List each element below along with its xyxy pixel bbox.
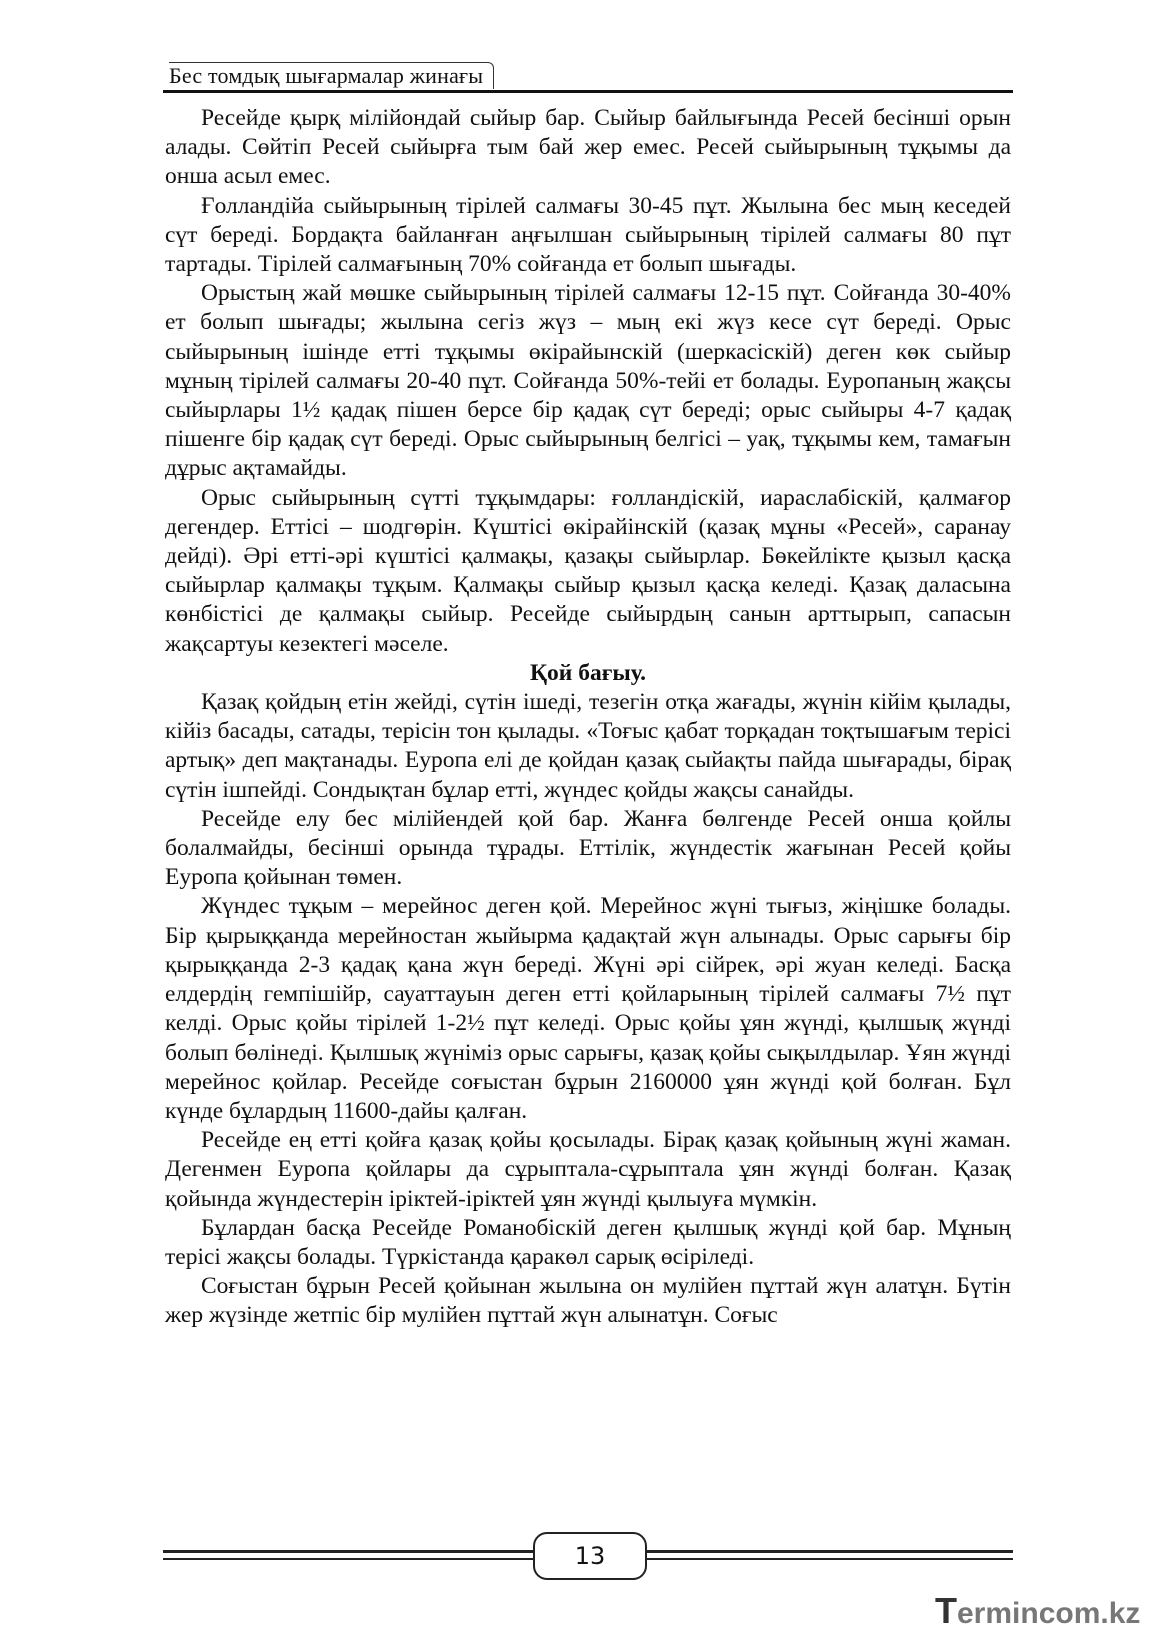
header-rule xyxy=(163,90,1013,93)
paragraph: Ресейде қырқ мілійондай сыйыр бар. Сыйыр байлығында Ресей бесінші орын алады. Сөйтіп Ресей сыйырға тым бай жер емес. Ресей сыйырының тұқымы да онша асыл емес. xyxy=(165,105,1011,190)
page-number: 13 xyxy=(533,1532,647,1580)
paragraph: Орыстың жай мөшке сыйырының тірілей салмағы 12-15 пұт. Сойғанда 30-40% ет болып шығады; жылына сегіз жүз – мың екі жүз кесе сүт береді. Орыс сыйырының ішінде етті тұқымы өкірайынскій (шеркасіскій) деген көк сыйыр мұның тірілей салмағы 20-40 пұт. Сойғанда 50%-тейі ет болады. Еуропаның жақсы сыйырлары 1½ қадақ пішен берсе бір қадақ сүт береді; орыс сыйыры 4-7 қадақ пішенге бір қадақ сүт береді. Орыс сыйырының белгісі – уақ, тұқымы кем, тамағын дұрыс ақтамайды. xyxy=(165,280,1011,482)
footer-rule xyxy=(643,1550,1013,1553)
watermark-logo xyxy=(935,1590,1145,1630)
paragraph: Ғолландійа сыйырының тірілей салмағы 30-45 пұт. Жылына бес мың кеседей сүт береді. Бордақта байланған аңғылшан сыйырының тірілей салмағы 80 пұт тартады. Тірілей салмағының 70% сойғанда ет болып шығады. xyxy=(165,192,1011,278)
paragraph: Ресейде елу бес мілійендей қой бар. Жанға бөлгенде Ресей онша қойлы болалмайды, бесінші орында тұрады. Еттілік, жүндестік жағынан Ресей қойы Еуропа қойынан төмен. xyxy=(165,805,1011,891)
footer-rule xyxy=(643,1558,1013,1560)
footer-rule xyxy=(163,1550,533,1553)
watermark-text: ermincom.kz xyxy=(957,1597,1141,1630)
watermark-initial: T xyxy=(935,1590,957,1631)
page-footer xyxy=(163,1530,1013,1576)
paragraph: Ресейде ең етті қойға қазақ қойы қосылады. Бірақ қазақ қойының жүні жаман. Дегенмен Еуропа қойлары да сұрыптала-сұрыптала ұян жүнді болған. Қазақ қойында жүндестерін іріктей-іріктей ұян жүнді қылыуға мүмкін. xyxy=(165,1127,1011,1212)
book-title: Бес томдық шығармалар жинағы xyxy=(169,62,494,89)
paragraph: Соғыстан бұрын Ресей қойынан жылына он мулійен пұттай жүн алатұн. Бүтін жер жүзінде жетпіс бір мулійен пұттай жүн алынатұн. Соғыс xyxy=(165,1273,1011,1329)
running-header xyxy=(163,50,1013,92)
footer-rule xyxy=(163,1558,533,1560)
paragraph: Қазақ қойдың етін жейді, сүтін ішеді, тезегін отқа жағады, жүнін кійім қылады, кійіз басады, сатады, терісін тон қылады. «Тоғыс қабат торқадан тоқтышағым терісі артық» деп мақтанады. Еуропа елі де қойдан қазақ сыйақты пайда шығарады, бірақ сүтін ішпейді. Сондықтан бұлар етті, жүндес қойды жақсы санайды. xyxy=(165,689,1011,803)
paragraph: Орыс сыйырының сүтті тұқымдары: ғолландіскій, иараслабіскій, қалмағор дегендер. Еттісі – шодгөрін. Күштісі өкірайінскій (қазақ мұны «Ресей», саранау дейді). Әрі етті-әрі күштісі қалмақы, қазақы сыйырлар. Бөкейлікте қызыл қасқа сыйырлар қалмақы тұқым. Қалмақы сыйыр қызыл қасқа келеді. Қазақ даласына көнбістісі де қалмақы сыйыр. Ресейде сыйырдың санын арттырып, сапасын жақсартуы кезектегі мәселе. xyxy=(165,484,1011,657)
paragraph: Жүндес тұқым – мерейнос деген қой. Мерейнос жүні тығыз, жіңішке болады. Бір қырыққанда мерейностан жыйырма қадақтай жүн алынады. Орыс сарығы бір қырыққанда 2-3 қадақ қана жүн береді. Жүні әрі сійрек, әрі жуан келеді. Басқа елдердің гемпішійр, сауаттауын деген етті қойларының тірілей салмағы 7½ пұт келді. Орыс қойы тірілей 1-2½ пұт келеді. Орыс қойы ұян жүнді, қылшық жүнді болып бөлінеді. Қылшық жүніміз орыс сарығы, қазақ қойы сықылдылар. Ұян жүнді мерейнос қойлар. Ресейде соғыстан бұрын 2160000 ұян жүнді қой болған. Бұл күнде бұлардың 11600-дайы қалған. xyxy=(165,893,1011,1124)
section-heading: Қой бағыу. xyxy=(530,659,646,686)
page-body xyxy=(165,104,1011,1331)
paragraph: Бұлардан басқа Ресейде Романобіскій деген қылшық жүнді қой бар. Мұның терісі жақсы болады. Түркістанда қаракөл сарық өсіріледі. xyxy=(165,1214,1011,1270)
